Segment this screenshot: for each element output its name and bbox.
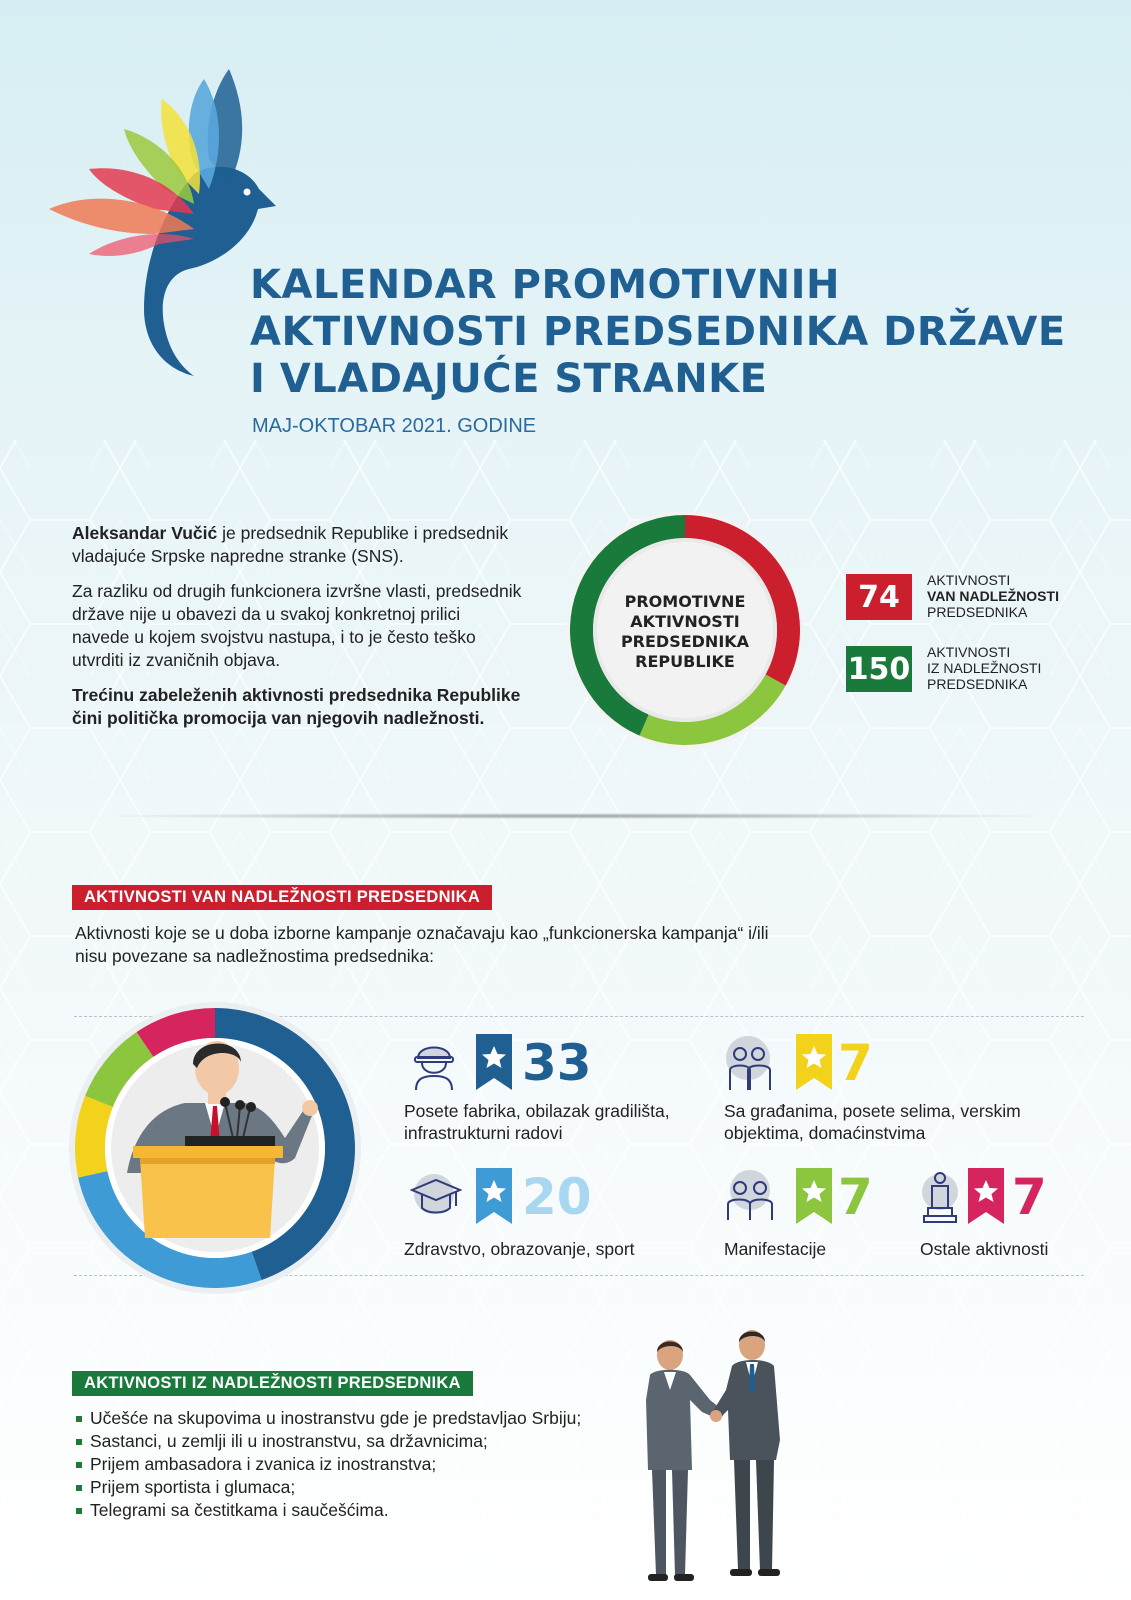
iz-count-badge: 150	[846, 646, 912, 692]
president-name: Aleksandar Vučić	[72, 523, 218, 543]
audience-icon	[724, 1170, 776, 1222]
star-ribbon-icon	[966, 1168, 1006, 1224]
category-count: 20	[522, 1168, 592, 1226]
title-line: I VLADAJUĆE STRANKE	[250, 356, 768, 402]
donut-label-line: AKTIVNOSTI	[630, 612, 740, 631]
stat-label-line: PREDSEDNIKA	[927, 676, 1028, 692]
van-section-description: Aktivnosti koje se u doba izborne kampanje označavaju kao „funkcionerska kampanja“ i/ili nisu povezane sa nadležnostima predsednika:	[75, 923, 769, 966]
stat-label-line: VAN NADLEŽNOSTI	[927, 588, 1059, 604]
list-item: Sastanci, u zemlji ili u inostranstvu, sa državnicima;	[72, 1430, 581, 1453]
stat-label-line: AKTIVNOSTI	[927, 644, 1011, 660]
intro-paragraph: Za razliku od drugih funkcionera izvršne vlasti, predsednik države nije u obavezi da u svakoj konkretnoj prilici navede u kojem svojstvu nastupa, i to je često teško utvrditi iz zvaničnih objava.	[72, 581, 522, 670]
category-count: 7	[838, 1034, 873, 1092]
category-label: Zdravstvo, obrazovanje, sport	[404, 1239, 635, 1259]
page-title	[250, 262, 1070, 403]
list-item: Prijem ambasadora i zvanica iz inostranstva;	[72, 1453, 581, 1476]
page-subtitle: MAJ-OKTOBAR 2021. GODINE	[252, 415, 537, 437]
van-section-header: AKTIVNOSTI VAN NADLEŽNOSTI PREDSEDNIKA	[72, 885, 492, 910]
donut-label-line: PREDSEDNIKA	[620, 632, 750, 651]
people-icon	[724, 1036, 776, 1092]
van-count-label	[927, 572, 1059, 620]
stat-label-line: IZ NADLEŽNOSTI	[927, 660, 1042, 676]
graduation-cap-icon	[410, 1172, 462, 1222]
category-label: Manifestacije	[724, 1239, 827, 1259]
list-item: Prijem sportista i glumaca;	[72, 1476, 581, 1499]
award-icon	[920, 1170, 960, 1226]
handshake-illustration	[630, 1330, 810, 1590]
section-divider	[110, 813, 1040, 819]
donut-label-line: PROMOTIVNE	[624, 592, 746, 611]
category-count: 7	[1012, 1168, 1047, 1226]
worker-icon	[412, 1036, 456, 1090]
category-label: Ostale aktivnosti	[920, 1239, 1049, 1259]
list-item: Telegrami sa čestitkama i saučešćima.	[72, 1499, 581, 1522]
category-label: Sa građanima, posete selima, verskim objektima, domaćinstvima	[724, 1101, 1021, 1143]
summary-donut-label	[612, 592, 758, 672]
iz-count-label	[927, 644, 1041, 692]
list-item: Učešće na skupovima u inostranstvu gde je predstavljao Srbiju;	[72, 1407, 581, 1430]
stat-label-line: AKTIVNOSTI	[927, 572, 1011, 588]
star-ribbon-icon	[474, 1168, 514, 1224]
star-ribbon-icon	[794, 1168, 834, 1224]
category-count: 7	[838, 1168, 873, 1226]
categories-donut-chart	[65, 998, 365, 1298]
iz-activities-list	[72, 1407, 581, 1522]
star-ribbon-icon	[474, 1034, 514, 1090]
title-line: AKTIVNOSTI PREDSEDNIKA DRŽAVE	[250, 309, 1066, 355]
intro-text	[72, 522, 522, 742]
van-count-badge: 74	[846, 574, 912, 620]
category-count: 33	[522, 1034, 592, 1092]
intro-paragraph	[72, 522, 522, 568]
intro-p1-rest: je predsednik Republike i predsednik vladajuće Srpske napredne stranke (SNS).	[72, 523, 509, 566]
title-line: KALENDAR PROMOTIVNIH	[250, 262, 841, 308]
star-ribbon-icon	[794, 1034, 834, 1090]
intro-highlight: Trećinu zabeleženih aktivnosti predsednika Republike čini politička promocija van njegovih nadležnosti.	[72, 685, 521, 728]
donut-label-line: REPUBLIKE	[635, 652, 735, 671]
iz-section-header: AKTIVNOSTI IZ NADLEŽNOSTI PREDSEDNIKA	[72, 1371, 473, 1396]
category-label: Posete fabrika, obilazak gradilišta, infrastrukturni radovi	[404, 1101, 670, 1143]
stat-label-line: PREDSEDNIKA	[927, 604, 1028, 620]
